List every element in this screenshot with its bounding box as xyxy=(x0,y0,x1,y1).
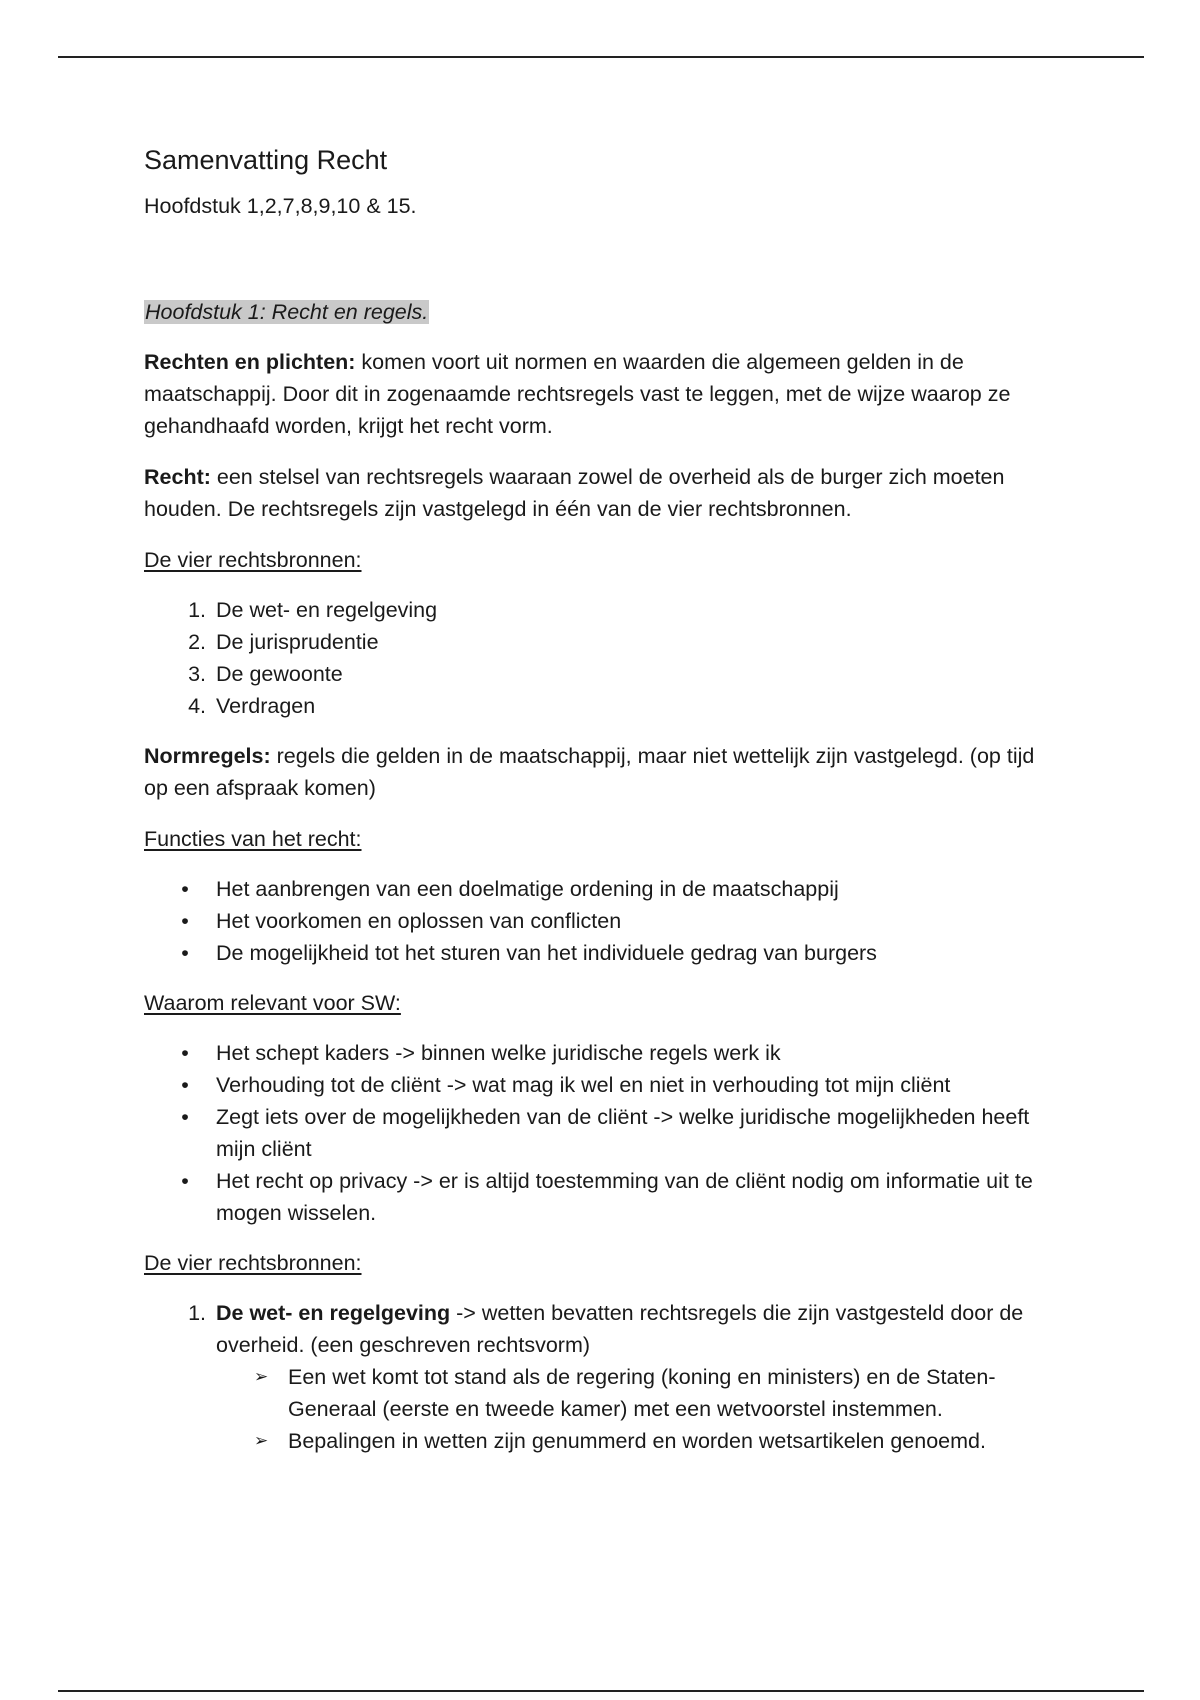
list-item-text: De jurisprudentie xyxy=(216,630,379,654)
list-number: 1. xyxy=(188,1301,206,1325)
paragraph-recht xyxy=(144,461,1064,525)
list-item-text: Zegt iets over de mogelijkheden van de cliënt -> welke juridische mogelijkheden heeft mijn cliënt xyxy=(216,1105,1030,1161)
term-rechten: Rechten en plichten: xyxy=(144,350,356,374)
list-item xyxy=(144,1069,1064,1101)
section-heading-functies: Functies van het recht: xyxy=(144,827,362,851)
list-item-text: De gewoonte xyxy=(216,662,343,686)
list-item xyxy=(144,905,1064,937)
list-item-text: Het aanbrengen van een doelmatige ordening in de maatschappij xyxy=(216,877,839,901)
arrow-bullet-icon: ➢ xyxy=(254,1367,269,1386)
paragraph-normregels xyxy=(144,740,1064,804)
list-number: 3. xyxy=(188,662,206,686)
list-item-text: De mogelijkheid tot het sturen van het individuele gedrag van burgers xyxy=(216,941,877,965)
term-recht: Recht: xyxy=(144,465,211,489)
definition-normregels: regels die gelden in de maatschappij, maar niet wettelijk zijn vastgelegd. (op tijd op een afspraak komen) xyxy=(144,744,1035,800)
chapter-heading xyxy=(144,296,1064,328)
list-item xyxy=(144,1101,1064,1165)
list-item-text: Verdragen xyxy=(216,694,316,718)
rechtsbronnen-list xyxy=(144,594,1064,722)
list-item xyxy=(144,626,1064,658)
top-rule xyxy=(58,56,1144,58)
section-heading-rechtsbronnen-detail: De vier rechtsbronnen: xyxy=(144,1251,362,1275)
paragraph-rechten xyxy=(144,346,1064,442)
bullet-icon: • xyxy=(181,877,189,901)
bullet-icon: • xyxy=(181,1041,189,1065)
document-subtitle: Hoofdstuk 1,2,7,8,9,10 & 15. xyxy=(144,194,417,218)
list-item-text: Het recht op privacy -> er is altijd toestemming van de cliënt nodig om informatie uit te mogen wisselen. xyxy=(216,1169,1033,1225)
term-wet-regelgeving: De wet- en regelgeving xyxy=(216,1301,451,1325)
list-item-text: Verhouding tot de cliënt -> wat mag ik wel en niet in verhouding tot mijn cliënt xyxy=(216,1073,951,1097)
list-item xyxy=(144,1165,1064,1229)
bottom-rule xyxy=(58,1690,1144,1692)
list-item-text: De wet- en regelgeving xyxy=(216,598,438,622)
list-item xyxy=(144,1037,1064,1069)
bullet-icon: • xyxy=(181,941,189,965)
list-item xyxy=(144,658,1064,690)
sub-list-item xyxy=(216,1361,1064,1425)
list-item xyxy=(144,873,1064,905)
list-number: 2. xyxy=(188,630,206,654)
sub-list xyxy=(216,1361,1064,1457)
list-item xyxy=(144,690,1064,722)
section-heading-rechtsbronnen: De vier rechtsbronnen: xyxy=(144,548,362,572)
list-item-text: Het voorkomen en oplossen van conflicten xyxy=(216,909,622,933)
sub-list-item-text: Bepalingen in wetten zijn genummerd en worden wetsartikelen genoemd. xyxy=(288,1429,986,1453)
list-item-text: Het schept kaders -> binnen welke juridische regels werk ik xyxy=(216,1041,781,1065)
functies-list xyxy=(144,873,1064,969)
sub-list-item xyxy=(216,1425,1064,1457)
sub-list-item-text: Een wet komt tot stand als de regering (koning en ministers) en de Staten-Generaal (eerste en tweede kamer) met een wetvoorstel instemmen. xyxy=(288,1365,996,1421)
list-item-text: -> wetten bevatten rechtsregels die zijn vastgesteld door de overheid. (een geschreven rechtsvorm) xyxy=(216,1301,1024,1357)
relevant-list xyxy=(144,1037,1064,1229)
document-title: Samenvatting Recht xyxy=(144,145,388,175)
document-page xyxy=(144,140,1064,1475)
definition-rechten: komen voort uit normen en waarden die algemeen gelden in de maatschappij. Door dit in zogenaamde rechtsregels vast te leggen, met de wijze waarop ze gehandhaafd worden, krijgt het recht vorm. xyxy=(144,350,1011,438)
bullet-icon: • xyxy=(181,1105,189,1129)
bullet-icon: • xyxy=(181,909,189,933)
list-number: 1. xyxy=(188,598,206,622)
bullet-icon: • xyxy=(181,1073,189,1097)
rechtsbronnen-detail-list xyxy=(144,1297,1064,1457)
term-normregels: Normregels: xyxy=(144,744,271,768)
list-item xyxy=(144,937,1064,969)
arrow-bullet-icon: ➢ xyxy=(254,1431,269,1450)
chapter-heading-text: Hoofdstuk 1: Recht en regels. xyxy=(145,300,429,324)
list-item xyxy=(144,594,1064,626)
list-number: 4. xyxy=(188,694,206,718)
definition-recht: een stelsel van rechtsregels waaraan zowel de overheid als de burger zich moeten houden. De rechtsregels zijn vastgelegd in één van de vier rechtsbronnen. xyxy=(144,465,1005,521)
section-heading-relevant: Waarom relevant voor SW: xyxy=(144,991,401,1015)
bullet-icon: • xyxy=(181,1169,189,1193)
list-item xyxy=(144,1297,1064,1457)
